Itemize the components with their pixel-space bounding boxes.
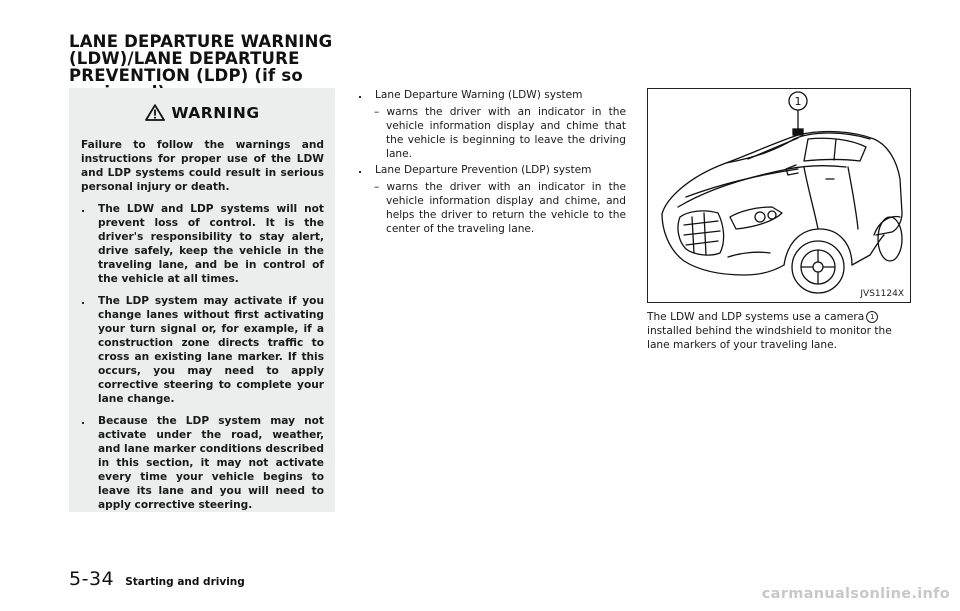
figure-caption <box>647 310 913 352</box>
warning-bullet-text: The LDW and LDP systems will not prevent loss of control. It is the driver's responsibility to stay alert, drive safely, keep the vehicle in the traveling lane, and be in control of the vehicle at all times. <box>98 203 324 285</box>
bullet-mark: . <box>81 295 86 307</box>
warning-bullet-text: Because the LDP system may not activate under the road, weather, and lane marker conditions described in this section, it may not activate every time your vehicle begins to leave its lane and you will need to apply corrective steering. <box>98 415 324 511</box>
warning-triangle-icon <box>145 104 165 121</box>
warning-title: WARNING <box>171 104 260 122</box>
page-footer <box>69 568 245 590</box>
watermark: carmanualsonline.info <box>761 586 950 602</box>
section-name: Starting and driving <box>125 576 245 588</box>
heading-line-3: PREVENTION (LDP) (if so <box>69 66 303 85</box>
caption-text-after: installed behind the windshield to monitor the lane markers of your traveling lane. <box>647 325 892 351</box>
callout-1 <box>789 92 807 110</box>
warning-intro: Failure to follow the warnings and instructions for proper use of the LDW and LDP systems could result in serious personal injury or death. <box>81 139 324 193</box>
system-description: – warns the driver with an indicator in the vehicle information display and chime that the vehicle is beginning to leave the driving lane. <box>374 106 626 160</box>
heading-line-2: (LDW)/LANE DEPARTURE <box>69 49 300 68</box>
bullet-mark: . <box>358 164 363 176</box>
caption-text-before: The LDW and LDP systems use a camera <box>647 311 865 323</box>
system-description: – warns the driver with an indicator in the vehicle information display and chime, and helps the driver to return the vehicle to the center of the traveling lane. <box>374 181 626 235</box>
system-item-ldw <box>358 88 626 102</box>
warning-bullet-text: The LDP system may activate if you change lanes without first activating your turn signal or, for example, if a construction zone directs traffic to cross an existing lane marker. If this occurs, you may need to apply corrective steering to complete your lane change. <box>98 295 324 405</box>
car-illustration-figure <box>647 88 911 303</box>
system-name: Lane Departure Warning (LDW) system <box>375 89 583 101</box>
bullet-mark: . <box>358 89 363 101</box>
warning-list <box>81 202 324 512</box>
car-illustration <box>648 89 910 302</box>
warning-bullet <box>81 294 324 406</box>
callout-number: 1 <box>794 95 802 108</box>
figure-code: JVS1124X <box>860 289 904 299</box>
bullet-mark: . <box>81 415 86 427</box>
warning-bullet <box>81 202 324 286</box>
bullet-mark: . <box>81 203 86 215</box>
warning-bullet <box>81 414 324 512</box>
system-item-ldp <box>358 163 626 177</box>
warning-box <box>69 88 335 512</box>
callout-1-marker: 1 <box>866 311 878 323</box>
warning-title-row <box>81 100 324 126</box>
systems-list <box>358 88 626 238</box>
heading-line-1: LANE DEPARTURE WARNING <box>69 32 333 51</box>
page-number: 5-34 <box>69 568 115 590</box>
system-name: Lane Departure Prevention (LDP) system <box>375 164 592 176</box>
